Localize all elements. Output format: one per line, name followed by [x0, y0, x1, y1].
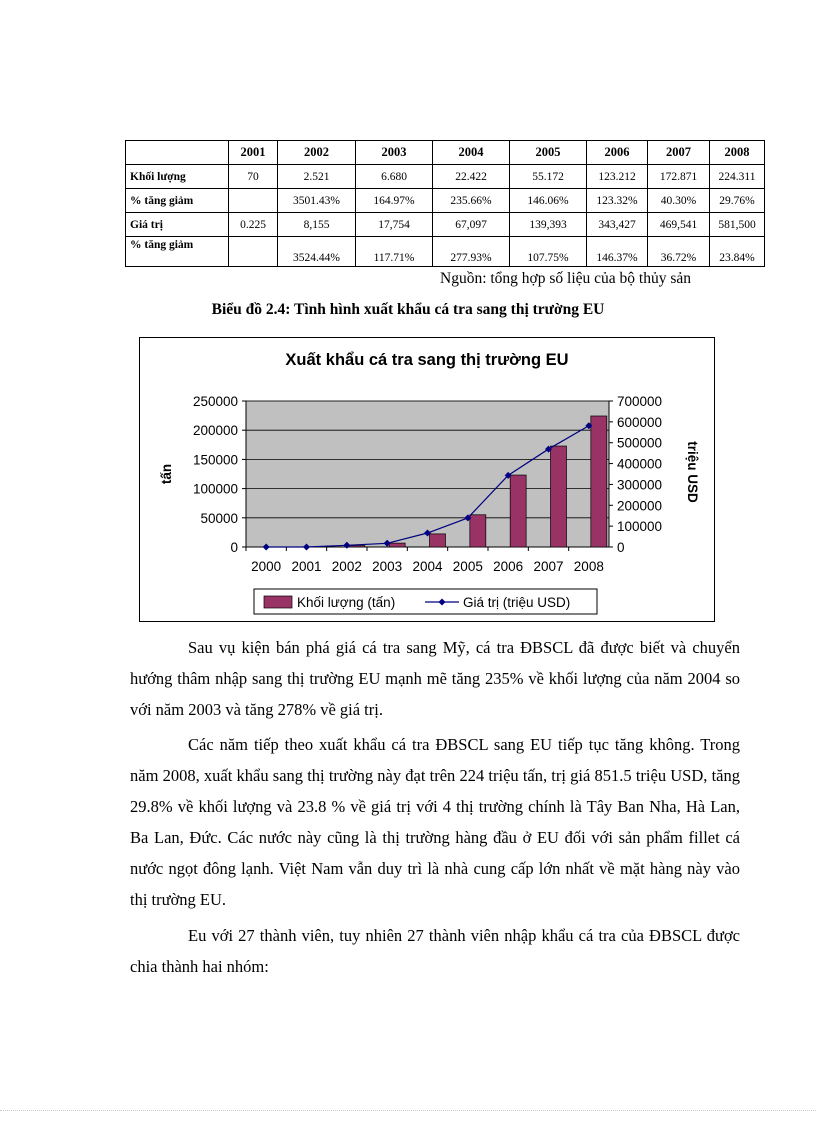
table-cell: 0.225 — [229, 213, 278, 237]
y2-tick-label: 300000 — [617, 477, 663, 493]
bar — [389, 543, 405, 547]
bar — [470, 515, 486, 547]
bar — [591, 416, 607, 547]
table-cell: 224.311 — [710, 165, 765, 189]
y2-tick-label: 400000 — [617, 456, 663, 472]
x-tick-label: 2000 — [251, 559, 282, 574]
table-cell: 123.32% — [587, 189, 648, 213]
page-divider — [0, 1110, 816, 1111]
y-tick-label: 0 — [230, 540, 238, 555]
table-cell: 343,427 — [587, 213, 648, 237]
table-cell: 235.66% — [433, 189, 510, 213]
paragraph: Eu với 27 thành viên, tuy nhiên 27 thành viên nhập khẩu cá tra của ĐBSCL được chia thành hai nhóm: — [130, 926, 740, 976]
y2-tick-label: 600000 — [617, 414, 663, 430]
year-cell: 2002 — [278, 141, 356, 165]
table-header-row — [126, 141, 765, 165]
table-cell: 67,097 — [433, 213, 510, 237]
table-cell: 40.30% — [648, 189, 710, 213]
table-cell: 22.422 — [433, 165, 510, 189]
table-cell: 123.212 — [587, 165, 648, 189]
x-tick-label: 2001 — [291, 559, 322, 574]
year-cell: 2007 — [648, 141, 710, 165]
row-label: % tăng giảm — [126, 189, 229, 213]
table-cell: 139,393 — [510, 213, 587, 237]
x-tick-label: 2006 — [493, 559, 524, 574]
year-cell: 2005 — [510, 141, 587, 165]
x-tick-label: 2002 — [331, 559, 362, 574]
y2-axis-label: triệu USD — [685, 441, 700, 503]
table-cell: 29.76% — [710, 189, 765, 213]
legend-label: Khối lượng (tấn) — [297, 595, 396, 610]
y-tick-label: 250000 — [192, 394, 238, 409]
table-cell: 36.72% — [648, 237, 710, 267]
table-cell: 70 — [229, 165, 278, 189]
y2-tick-label: 500000 — [617, 435, 663, 451]
bar — [510, 475, 526, 547]
y-tick-label: 150000 — [192, 452, 238, 468]
table-row — [126, 237, 765, 267]
table-corner-cell — [126, 141, 229, 165]
export-data-table — [125, 140, 765, 267]
chart-title: Xuất khẩu cá tra sang thị trường EU — [285, 351, 569, 369]
x-tick-label: 2008 — [573, 559, 604, 574]
table-cell: 469,541 — [648, 213, 710, 237]
table-cell: 3501.43% — [278, 189, 356, 213]
table-cell: 117.71% — [356, 237, 433, 267]
bar — [349, 546, 365, 547]
y-tick-label: 50000 — [200, 510, 238, 526]
table-cell: 3524.44% — [278, 237, 356, 267]
table-cell: 8,155 — [278, 213, 356, 237]
chart-frame — [139, 337, 715, 622]
y-tick-label: 200000 — [192, 423, 238, 439]
table-row — [126, 189, 765, 213]
table-cell: 107.75% — [510, 237, 587, 267]
y2-tick-label: 0 — [617, 540, 625, 555]
table-cell: 146.06% — [510, 189, 587, 213]
year-cell: 2001 — [229, 141, 278, 165]
legend-swatch-bar — [264, 596, 292, 608]
x-tick-label: 2005 — [452, 559, 483, 574]
row-label: % tăng giảm — [126, 237, 229, 267]
row-label: Khối lượng — [126, 165, 229, 189]
paragraph: Các năm tiếp theo xuất khẩu cá tra ĐBSCL sang EU tiếp tục tăng không. Trong năm 2008, xuất khẩu sang thị trường này đạt trên 224 triệu tấn, trị giá 851.5 triệu USD, tăng 29.8% về khối lượng và 23.8 % về giá trị với 4 thị trường chính là Tây Ban Nha, Hà Lan, Ba Lan, Đức. Các nước này cũng là thị trường hàng đầu ở EU đối với sản phẩm fillet cá nước ngọt đông lạnh. Việt Nam vẫn duy trì là nhà cung cấp lớn nhất về mặt hàng này vào thị trường EU. — [130, 735, 740, 909]
paragraph: Sau vụ kiện bán phá giá cá tra sang Mỹ, cá tra ĐBSCL đã được biết và chuyển hướng thâm nhập sang thị trường EU mạnh mẽ tăng 235% về khối lượng của năm 2004 so với năm 2003 và tăng 278% về giá trị. — [130, 638, 740, 719]
export-chart — [140, 338, 714, 621]
year-cell: 2008 — [710, 141, 765, 165]
table-cell: 277.93% — [433, 237, 510, 267]
year-cell: 2004 — [433, 141, 510, 165]
table-cell — [229, 237, 278, 267]
table-cell: 6.680 — [356, 165, 433, 189]
y-axis-label: tấn — [159, 463, 174, 485]
y2-tick-label: 100000 — [617, 519, 663, 535]
table-cell — [229, 189, 278, 213]
bar — [430, 534, 446, 547]
table-cell: 23.84% — [710, 237, 765, 267]
table-cell: 55.172 — [510, 165, 587, 189]
chart-caption: Biểu đồ 2.4: Tình hình xuất khẩu cá tra sang thị trường EU — [211, 301, 605, 318]
table-cell: 2.521 — [278, 165, 356, 189]
y2-tick-label: 700000 — [617, 394, 663, 409]
table-row — [126, 165, 765, 189]
bar — [551, 446, 567, 547]
legend-label: Giá trị (triệu USD) — [463, 595, 571, 610]
x-tick-label: 2003 — [372, 559, 403, 574]
y2-tick-label: 200000 — [617, 498, 663, 514]
source-note: Nguồn: tổng hợp số liệu của bộ thủy sản — [440, 270, 692, 287]
y-tick-label: 100000 — [192, 481, 238, 497]
table-row — [126, 213, 765, 237]
year-cell: 2006 — [587, 141, 648, 165]
year-cell: 2003 — [356, 141, 433, 165]
table-cell: 172.871 — [648, 165, 710, 189]
table-cell: 17,754 — [356, 213, 433, 237]
x-tick-label: 2007 — [533, 559, 564, 574]
table-cell: 581,500 — [710, 213, 765, 237]
row-label: Giá trị — [126, 213, 229, 237]
table-cell: 146.37% — [587, 237, 648, 267]
table-cell: 164.97% — [356, 189, 433, 213]
x-tick-label: 2004 — [412, 559, 443, 574]
